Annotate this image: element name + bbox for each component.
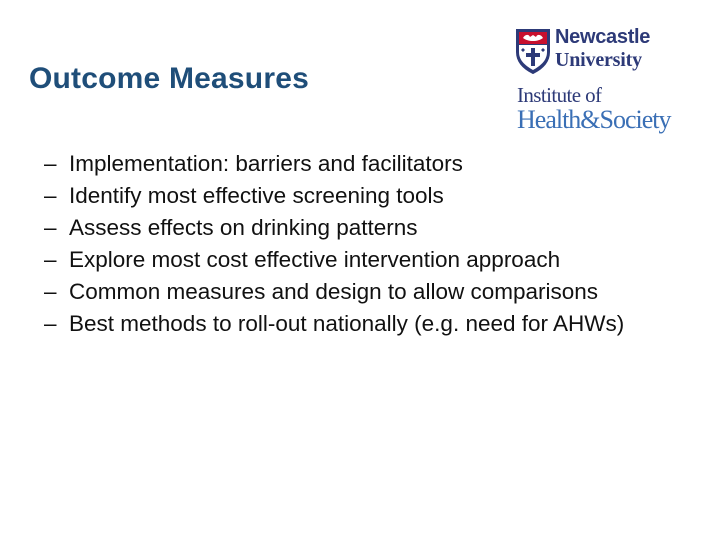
university-crest-icon [515, 28, 551, 74]
bullet-item [44, 212, 694, 244]
bullet-dash: – [44, 279, 57, 304]
slide-title: Outcome Measures [29, 62, 309, 95]
bullet-text: Identify most effective screening tools [69, 183, 444, 208]
bullet-item [44, 148, 694, 180]
institute-name-line2: Health&Society [517, 105, 671, 134]
university-wordmark [555, 26, 650, 71]
university-name-line2: University [555, 49, 642, 71]
bullet-dash: – [44, 151, 57, 176]
bullet-text: Implementation: barriers and facilitators [69, 151, 463, 176]
university-name-line1: Newcastle [555, 26, 651, 48]
bullet-dash: – [44, 247, 57, 272]
bullet-text: Best methods to roll-out nationally (e.g. need for AHWs) [69, 311, 625, 336]
bullet-dash: – [44, 183, 57, 208]
newcastle-university-logo [515, 26, 665, 76]
bullet-item [44, 308, 694, 340]
bullet-list [44, 148, 694, 340]
bullet-item [44, 180, 694, 212]
institute-logo [517, 84, 671, 134]
bullet-dash: – [44, 215, 57, 240]
institute-name-line1: Institute of [517, 83, 602, 107]
bullet-dash: – [44, 311, 57, 336]
bullet-text: Assess effects on drinking patterns [69, 215, 418, 240]
bullet-item [44, 244, 694, 276]
bullet-text: Explore most cost effective intervention approach [69, 247, 561, 272]
bullet-text: Common measures and design to allow comparisons [69, 279, 599, 304]
bullet-item [44, 276, 694, 308]
